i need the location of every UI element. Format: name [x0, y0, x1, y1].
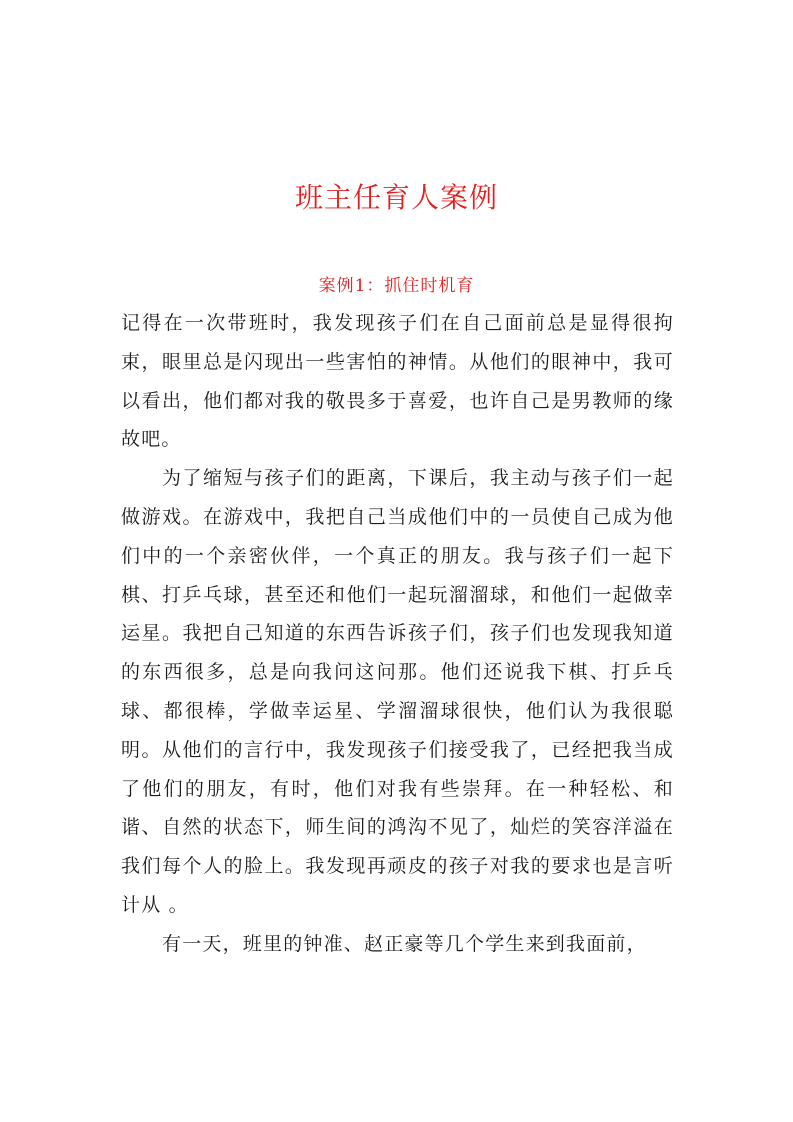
case-subtitle: 案例1：抓住时机育 [318, 276, 475, 296]
paragraph-oneday: 有一天，班里的钟准、赵正豪等几个学生来到我面前， [162, 932, 647, 955]
paragraph-games: 为了缩短与孩子们的距离，下课后，我主动与孩子们一起做游戏。在游戏中，我把自己当成他们中的一员使自己成为他们中的一个亲密伙伴，一个真正的朋友。我与孩子们一起下棋、打乒乓球，甚至还和他们一起玩溜溜球，和他们一起做幸运星。我把自己知道的东西告诉孩子们，孩子们也发现我知道的东西很多，总是向我问这问那。他们还说我下棋、打乒乓球、都很棒，学做幸运星、学溜溜球很快，他们认为我很聪明。从他们的言行中，我发现孩子们接受我了，已经把我当成了他们的朋友，有时，他们对我有些崇拜。在一种轻松、和谐、自然的状态下，师生间的鸿沟不见了，灿烂的笑容洋溢在我们每个人的脸上。我发现再顽皮的孩子对我的要求也是言听计从 。 [121, 467, 674, 916]
document-title: 班主任育人案例 [294, 181, 498, 214]
document-body [121, 304, 674, 964]
paragraph-intro: 记得在一次带班时，我发现孩子们在自己面前总是显得很拘束，眼里总是闪现出一些害怕的神情。从他们的眼神中，我可以看出，他们都对我的敬畏多于喜爱，也许自己是男教师的缘故吧。 [121, 312, 674, 451]
